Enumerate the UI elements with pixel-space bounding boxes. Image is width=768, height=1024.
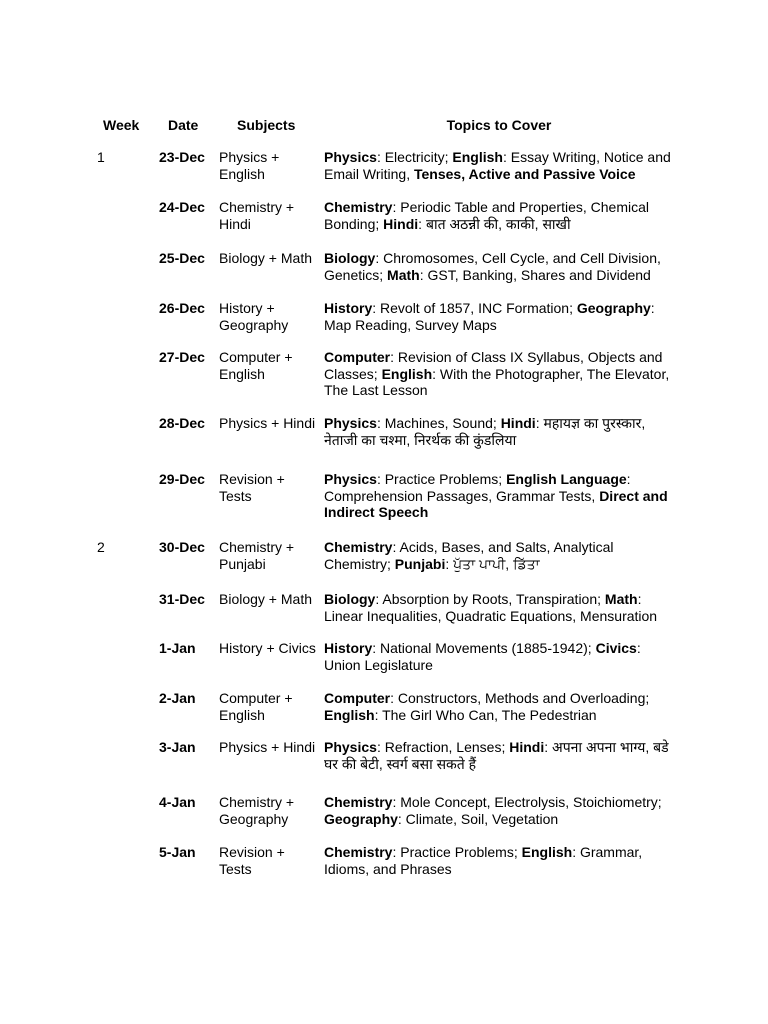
subjects-cell: Physics + English xyxy=(219,149,280,182)
topic-subject-label: Civics xyxy=(595,640,637,656)
topic-subject-label: Computer xyxy=(324,690,391,706)
date-cell: 31-Dec xyxy=(159,591,205,607)
topic-subject-label: History xyxy=(324,300,373,316)
topics-cell xyxy=(324,844,674,877)
subjects-cell: Computer + English xyxy=(219,690,293,723)
topic-text: : बात अठन्नी की, काकी, साखी xyxy=(418,215,571,232)
topic-subject-label: Chemistry xyxy=(324,844,393,860)
topic-text: : Constructors, Methods and Overloading; xyxy=(390,690,650,706)
date-cell: 2-Jan xyxy=(159,690,196,706)
topic-subject-label: Geography xyxy=(576,300,651,316)
topic-text: : Map Reading, Survey Maps xyxy=(324,300,655,333)
topic-subject-label: Direct and Indirect Speech xyxy=(324,487,668,520)
subjects-cell: Biology + Math xyxy=(219,591,312,607)
topic-text: : Electricity; xyxy=(376,149,453,165)
topic-text: : The Girl Who Can, The Pedestrian xyxy=(374,706,597,723)
date-cell: 29-Dec xyxy=(159,471,205,487)
topic-subject-label: Chemistry xyxy=(324,794,393,810)
topic-text: : Linear Inequalities, Quadratic Equations, Mensuration xyxy=(324,591,658,624)
topic-subject-label: Math xyxy=(387,266,420,283)
topic-text: : Union Legislature xyxy=(324,640,641,673)
topic-subject-label: Tenses, Active and Passive Voice xyxy=(413,165,636,182)
topic-text: : महायज्ञ का पुरस्कार, नेताजी का चश्मा, निरर्थक की कुंडलिया xyxy=(324,415,646,448)
topics-cell xyxy=(324,415,674,448)
topic-subject-label: Biology xyxy=(324,591,376,607)
subjects-cell: Chemistry + Hindi xyxy=(219,199,295,232)
topic-text: : Practice Problems; xyxy=(376,471,507,487)
topic-text: : Practice Problems; xyxy=(392,844,522,860)
topics-column-header: Topics to Cover xyxy=(446,117,552,133)
topic-subject-label: Geography xyxy=(324,810,398,827)
topic-text: : Mole Concept, Electrolysis, Stoichiometry; xyxy=(392,794,662,810)
week-cell: 1 xyxy=(97,149,105,165)
topic-text: : Machines, Sound; xyxy=(376,415,501,431)
topic-subject-label: Physics xyxy=(324,471,377,487)
subjects-cell: History + Civics xyxy=(219,640,316,656)
topics-cell xyxy=(324,349,674,399)
topic-text: : Essay Writing, Notice and Email Writing, xyxy=(324,149,671,182)
topic-subject-label: Hindi xyxy=(383,215,419,232)
topic-text: : GST, Banking, Shares and Dividend xyxy=(419,266,651,283)
subjects-cell: Physics + Hindi xyxy=(219,739,316,755)
subjects-cell: Biology + Math xyxy=(219,250,312,266)
subjects-cell: Physics + Hindi xyxy=(219,415,316,431)
topic-text: : With the Photographer, The Elevator, The Last Lesson xyxy=(324,365,670,398)
date-cell: 26-Dec xyxy=(159,300,205,316)
topic-text: : Chromosomes, Cell Cycle, and Cell Division, Genetics; xyxy=(324,250,661,283)
date-cell: 4-Jan xyxy=(159,794,196,810)
topic-text: : Refraction, Lenses; xyxy=(376,739,510,755)
topics-cell xyxy=(324,471,674,521)
topics-cell xyxy=(324,539,674,572)
subjects-cell: Computer + English xyxy=(219,349,293,382)
week-cell: 2 xyxy=(97,539,105,555)
topic-text: : National Movements (1885-1942); xyxy=(372,640,596,656)
subjects-cell: Chemistry + Geography xyxy=(219,794,295,827)
topic-text: : Comprehension Passages, Grammar Tests, xyxy=(324,471,631,504)
topic-subject-label: Physics xyxy=(324,149,377,165)
date-cell: 5-Jan xyxy=(159,844,196,860)
topic-text: : Grammar, Idioms, and Phrases xyxy=(324,844,643,877)
topic-subject-label: Punjabi xyxy=(394,555,446,572)
subjects-cell: History + Geography xyxy=(219,300,289,333)
topic-text: : Revision of Class IX Syllabus, Objects and Classes; xyxy=(324,349,663,382)
topic-text: : Periodic Table and Properties, Chemical Bonding; xyxy=(324,199,650,232)
date-cell: 30-Dec xyxy=(159,539,205,555)
topic-subject-label: Math xyxy=(604,591,638,607)
subjects-cell: Chemistry + Punjabi xyxy=(219,539,295,572)
topic-text: : Revolt of 1857, INC Formation; xyxy=(372,300,577,316)
topic-text: : Absorption by Roots, Transpiration; xyxy=(375,591,605,607)
topics-cell xyxy=(324,149,674,182)
topics-cell xyxy=(324,300,674,333)
topic-subject-label: Chemistry xyxy=(324,199,393,215)
date-column-header: Date xyxy=(168,117,199,133)
date-cell: 1-Jan xyxy=(159,640,196,656)
topic-subject-label: Physics xyxy=(324,415,377,431)
subjects-cell: Revision + Tests xyxy=(219,844,285,877)
topics-cell xyxy=(324,640,674,673)
topic-text: : Acids, Bases, and Salts, Analytical Chemistry; xyxy=(324,539,614,572)
topic-text: : ਪੁੱਤਾ ਪਾਪੀ, ਡਿੱਤਾ xyxy=(445,555,540,572)
date-cell: 25-Dec xyxy=(159,250,205,266)
topic-subject-label: Hindi xyxy=(509,739,545,755)
topic-text: : अपना अपना भाग्य, बडे घर की बेटी, स्वर्ग बसा सकते हैं xyxy=(324,739,669,772)
topic-subject-label: English Language xyxy=(506,471,627,487)
topics-cell xyxy=(324,794,674,827)
date-cell: 23-Dec xyxy=(159,149,205,165)
subjects-cell: Revision + Tests xyxy=(219,471,285,504)
topic-subject-label: History xyxy=(324,640,373,656)
topic-subject-label: Biology xyxy=(324,250,376,266)
topic-subject-label: English xyxy=(324,706,375,723)
topic-subject-label: Hindi xyxy=(500,415,536,431)
topic-subject-label: English xyxy=(452,149,503,165)
topics-cell xyxy=(324,690,674,723)
topics-cell xyxy=(324,591,674,624)
date-cell: 28-Dec xyxy=(159,415,205,431)
week-column-header: Week xyxy=(103,117,140,133)
date-cell: 24-Dec xyxy=(159,199,205,215)
topic-subject-label: English xyxy=(521,844,573,860)
topic-subject-label: Physics xyxy=(324,739,377,755)
subjects-column-header: Subjects xyxy=(237,117,296,133)
date-cell: 3-Jan xyxy=(159,739,196,755)
topic-subject-label: Computer xyxy=(324,349,391,365)
topic-text: : Climate, Soil, Vegetation xyxy=(397,810,559,827)
topic-subject-label: Chemistry xyxy=(324,539,393,555)
topics-cell xyxy=(324,199,674,232)
topics-cell xyxy=(324,739,674,772)
topics-cell xyxy=(324,250,674,283)
topic-subject-label: English xyxy=(381,365,433,382)
date-cell: 27-Dec xyxy=(159,349,205,365)
